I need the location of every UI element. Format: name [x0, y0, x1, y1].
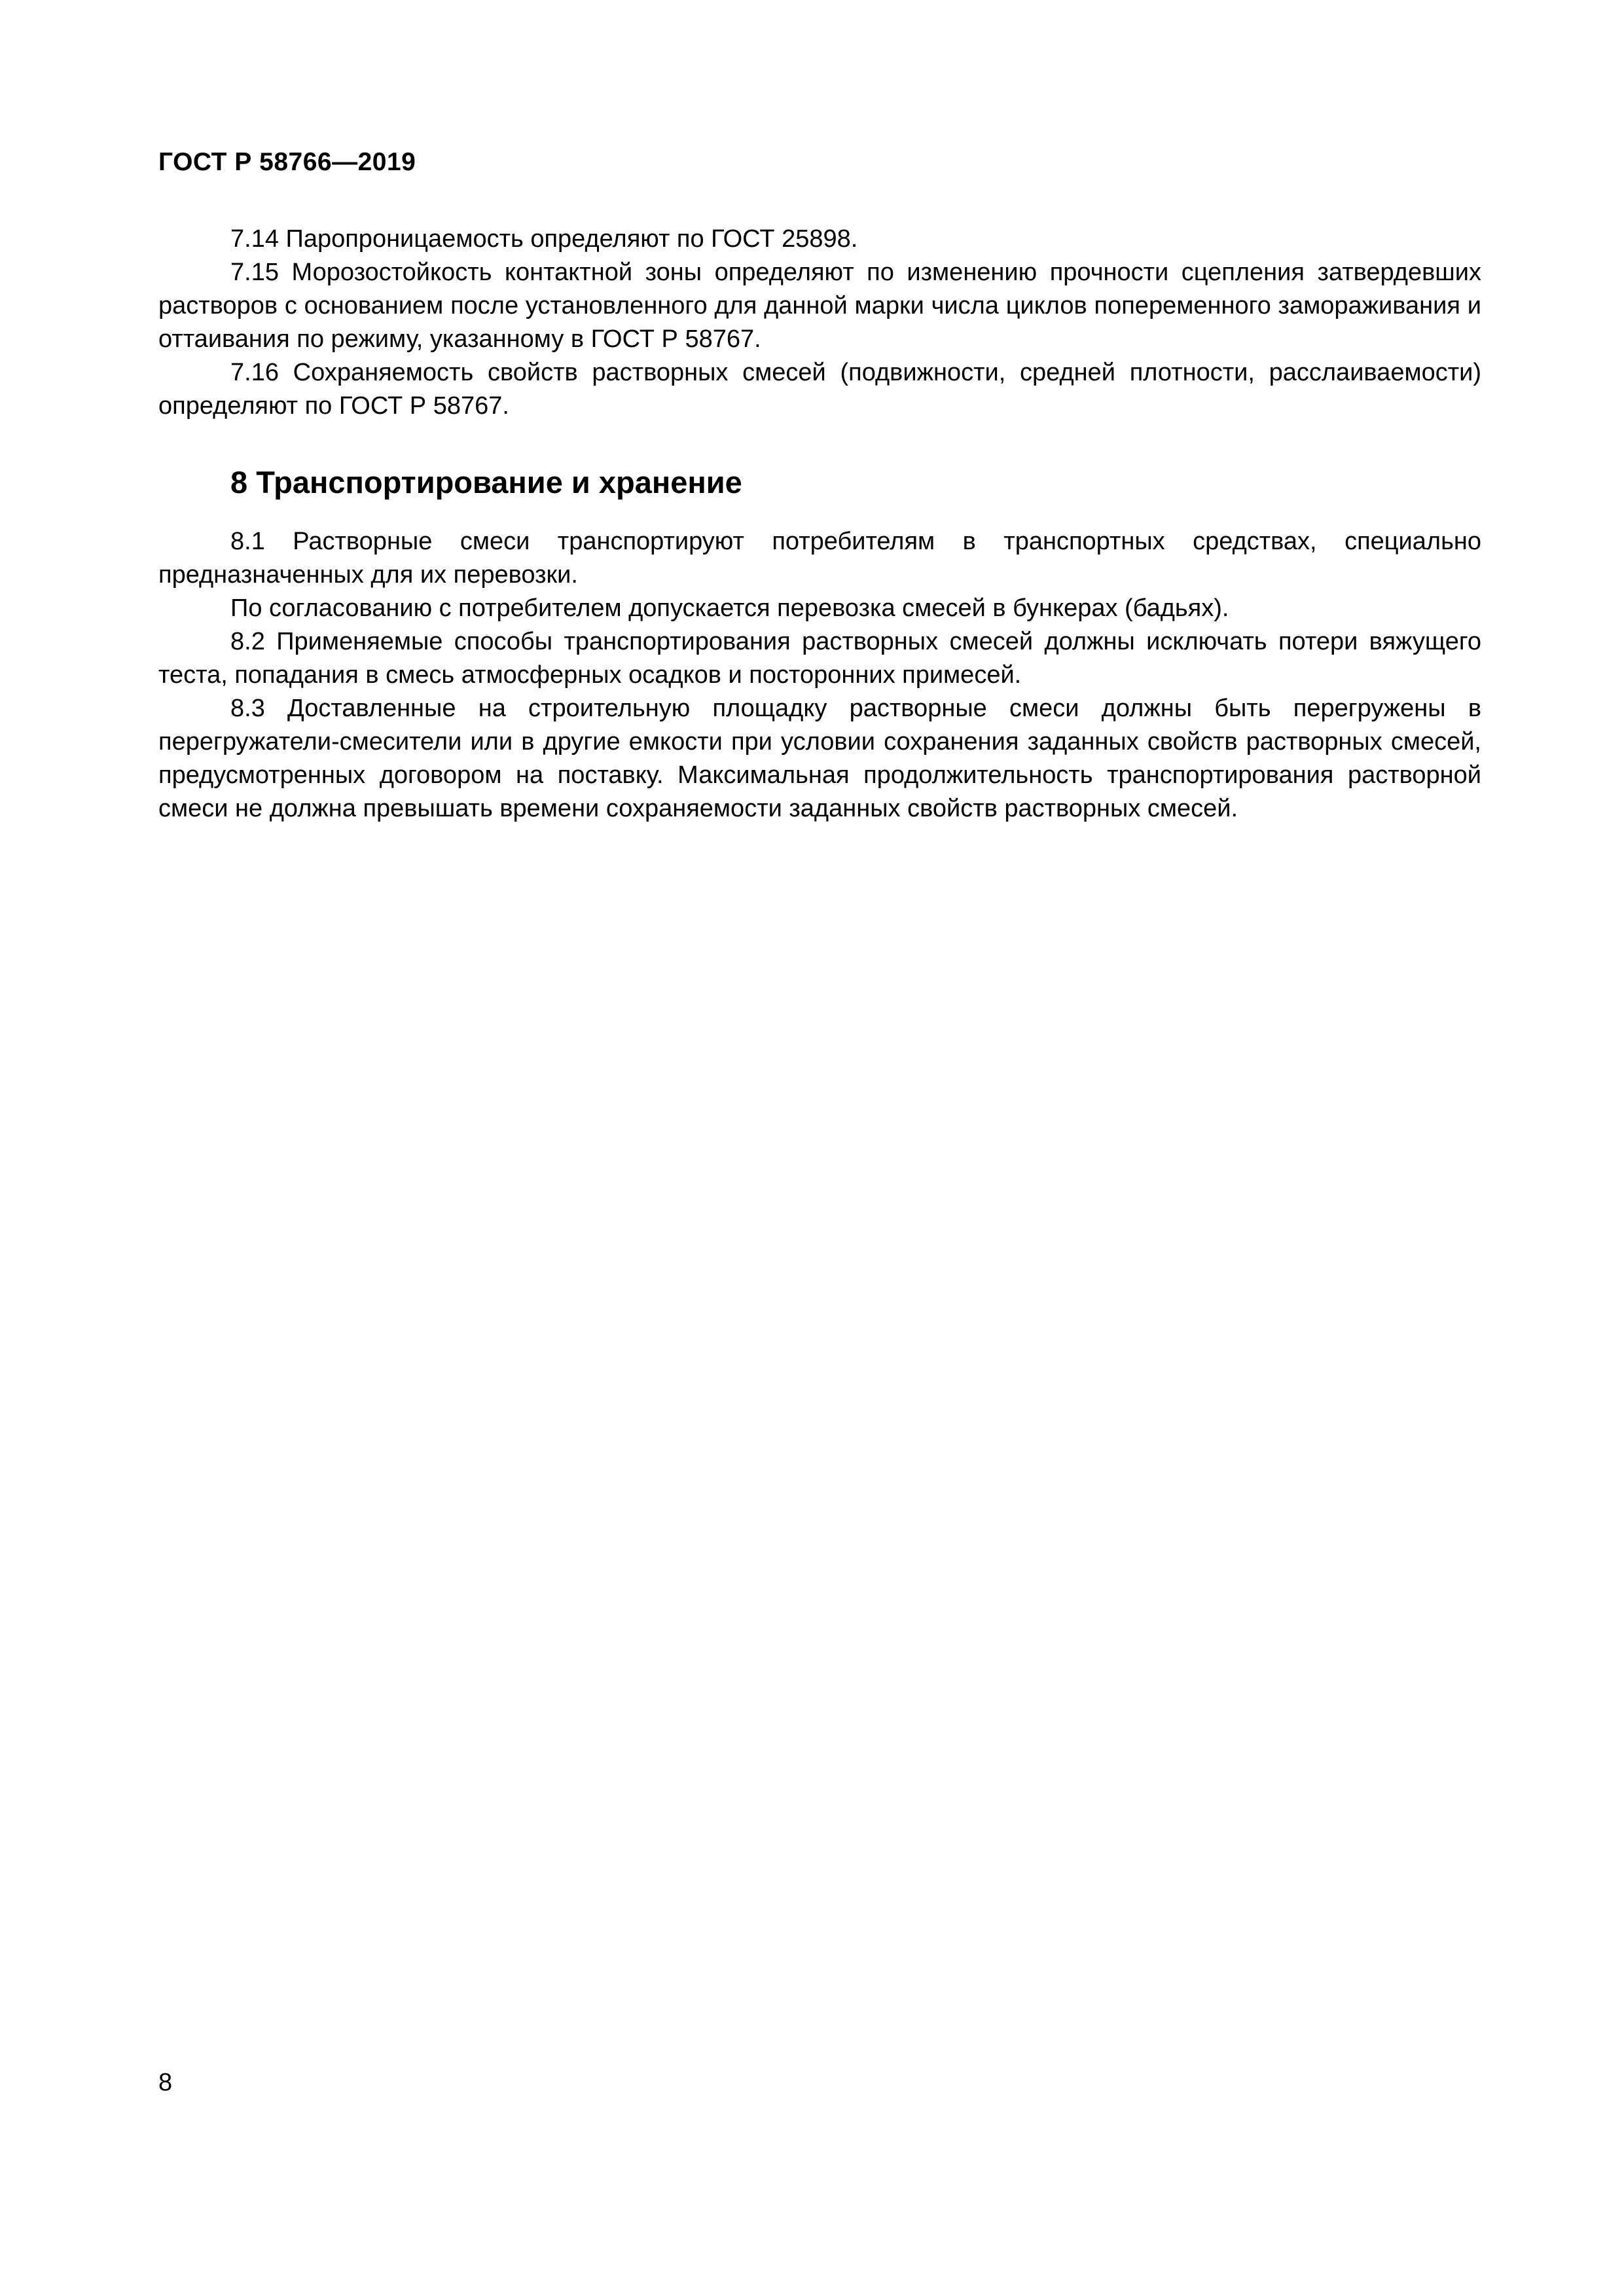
paragraph-8-3: 8.3 Доставленные на строительную площадку растворные смеси должны быть перегружены в перегружатели-смесители или в другие емкости при условии сохранения заданных свойств растворных смесей, предусмотренных договором на поставку. Максимальная продолжительность транспортирования растворной смеси не должна превышать времени сохраняемости заданных свойств растворных смесей.: [158, 695, 1481, 822]
paragraph-7-14: 7.14 Паропроницаемость определяют по ГОСТ 25898.: [230, 225, 858, 253]
paragraph-8-1-note: По согласованию с потребителем допускается перевозка смесей в бункерах (бадьях).: [230, 594, 1229, 622]
paragraph-7-15: 7.15 Морозостойкость контактной зоны определяют по изменению прочности сцепления затвердевших растворов с основанием после установленного для данной марки числа циклов попеременного замораживания и оттаивания по режиму, указанному в ГОСТ Р 58767.: [158, 259, 1481, 353]
document-body: [158, 223, 1481, 826]
section-8-title: 8 Транспортирование и хранение: [230, 465, 742, 500]
document-header-id: ГОСТ Р 58766—2019: [158, 148, 416, 176]
paragraph-8-1: 8.1 Растворные смеси транспортируют потребителям в транспортных средствах, специально предназначенных для их перевозки.: [158, 528, 1481, 589]
paragraph-7-16: 7.16 Сохраняемость свойств растворных смесей (подвижности, средней плотности, расслаиваемости) определяют по ГОСТ Р 58767.: [158, 359, 1481, 420]
page-number: 8: [158, 2069, 173, 2096]
paragraph-8-2: 8.2 Применяемые способы транспортирования растворных смесей должны исключать потери вяжущего теста, попадания в смесь атмосферных осадков и посторонних примесей.: [158, 628, 1481, 689]
